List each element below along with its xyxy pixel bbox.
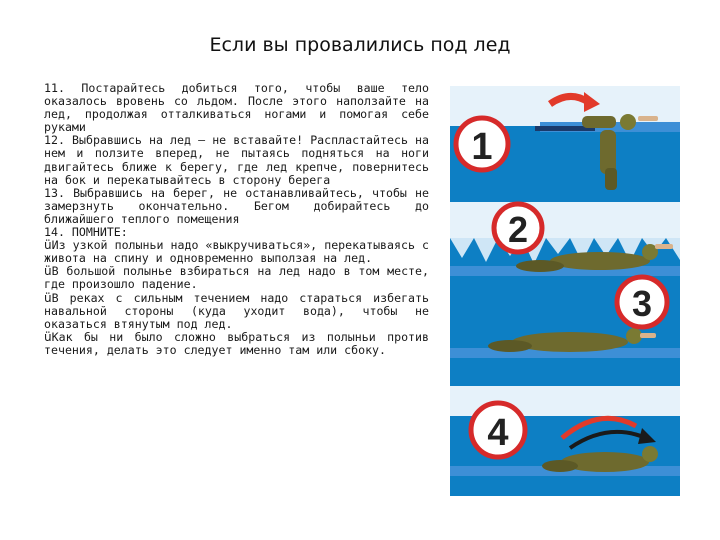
check-icon: ü (44, 329, 52, 344)
check-icon: ü (44, 264, 52, 279)
panel-step-2-3 (450, 202, 680, 386)
bullet-text: В реках с сильным течением надо стараться избегать навальной стороны (куда уходит вода), чтобы не оказаться втянутым под лед. (44, 290, 429, 331)
bullet-item (44, 239, 429, 265)
paragraph-14: 14. ПОМНИТЕ: (44, 225, 128, 240)
step-1-number: 1 (471, 126, 493, 168)
page-title: Если вы провалились под лед (209, 34, 511, 56)
bullet-item (44, 292, 429, 331)
paragraph-13: 13. Выбравшись на берег, не останавливайтесь, чтобы не замерзнуть окончательно. Бегом добирайтесь до ближайшего теплого помещения (44, 185, 429, 226)
paragraph-12: 12. Выбравшись на лед – не вставайте! Распластайтесь на нем и ползите вперед, не пытаясь подняться на ноги двигайтесь ближе к берегу, где лед крепче, повернитесь на бок и перекатывайтесь в сторону берега (44, 133, 429, 187)
check-icon: ü (44, 290, 52, 305)
step-2-number: 2 (507, 209, 529, 250)
step-4-number: 4 (487, 412, 509, 454)
step-3-number: 3 (631, 283, 653, 324)
bullet-text: Из узкой полыньи надо «выкручиваться», перекатываясь с живота на спину и одновременно выползая на лед. (44, 238, 429, 266)
panel-step-4 (450, 386, 680, 496)
bullet-text: Как бы ни было сложно выбраться из полыньи против течения, делать это следует именно там или сбоку. (44, 329, 429, 357)
paragraph-11: 11. Постарайтесь добиться того, чтобы ваше тело оказалось вровень со льдом. После этого наползайте на лед, продолжая отталкиваться ногами и помогая себе руками (44, 81, 429, 135)
bullet-item (44, 331, 429, 357)
bullet-item (44, 265, 429, 291)
check-icon: ü (44, 238, 52, 253)
instructions-text (44, 82, 429, 357)
ice-rescue-illustration (450, 86, 680, 496)
panel-step-1 (450, 86, 680, 202)
bullet-text: В большой полынье взбираться на лед надо в том месте, где произошло падение. (44, 264, 429, 292)
